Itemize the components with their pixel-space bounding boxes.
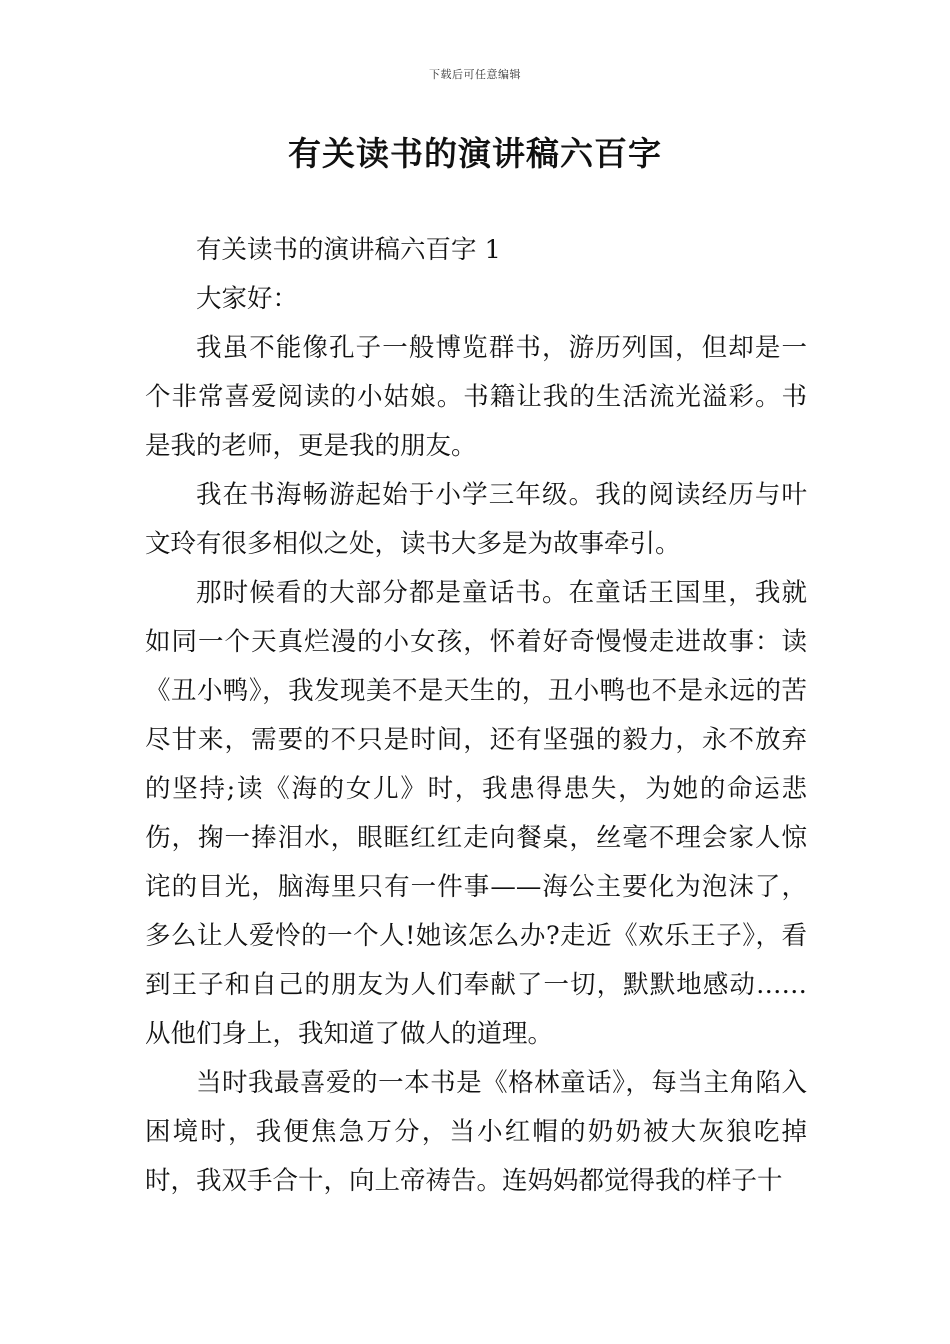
document-body	[145, 226, 807, 1206]
paragraph-greeting: 大家好：	[196, 284, 299, 314]
paragraph: 我在书海畅游起始于小学三年级。我的阅读经历与叶文玲有很多相似之处，读书大多是为故事牵引。	[145, 480, 807, 559]
paragraph-subtitle: 有关读书的演讲稿六百字 1	[196, 235, 501, 265]
paragraph: 我虽不能像孔子一般博览群书，游历列国，但却是一个非常喜爱阅读的小姑娘。书籍让我的生活流光溢彩。书是我的老师，更是我的朋友。	[145, 333, 807, 461]
paragraph: 那时候看的大部分都是童话书。在童话王国里，我就如同一个天真烂漫的小女孩，怀着好奇慢慢走进故事：读《丑小鸭》，我发现美不是天生的，丑小鸭也不是永远的苦尽甘来，需要的不只是时间，还有坚强的毅力，永不放弃的坚持;读《海的女儿》时，我患得患失，为她的命运悲伤，掬一捧泪水，眼眶红红走向餐桌，丝毫不理会家人惊诧的目光，脑海里只有一件事——海公主要化为泡沫了，多么让人爱怜的一个人!她该怎么办?走近《欢乐王子》，看到王子和自己的朋友为人们奉献了一切，默默地感动……从他们身上，我知道了做人的道理。	[145, 578, 807, 1049]
header-note: 下载后可任意编辑	[429, 68, 521, 81]
paragraph: 当时我最喜爱的一本书是《格林童话》，每当主角陷入困境时，我便焦急万分，当小红帽的奶奶被大灰狼吃掉时，我双手合十，向上帝祷告。连妈妈都觉得我的样子十	[145, 1068, 807, 1196]
document-title: 有关读书的演讲稿六百字	[288, 134, 662, 173]
